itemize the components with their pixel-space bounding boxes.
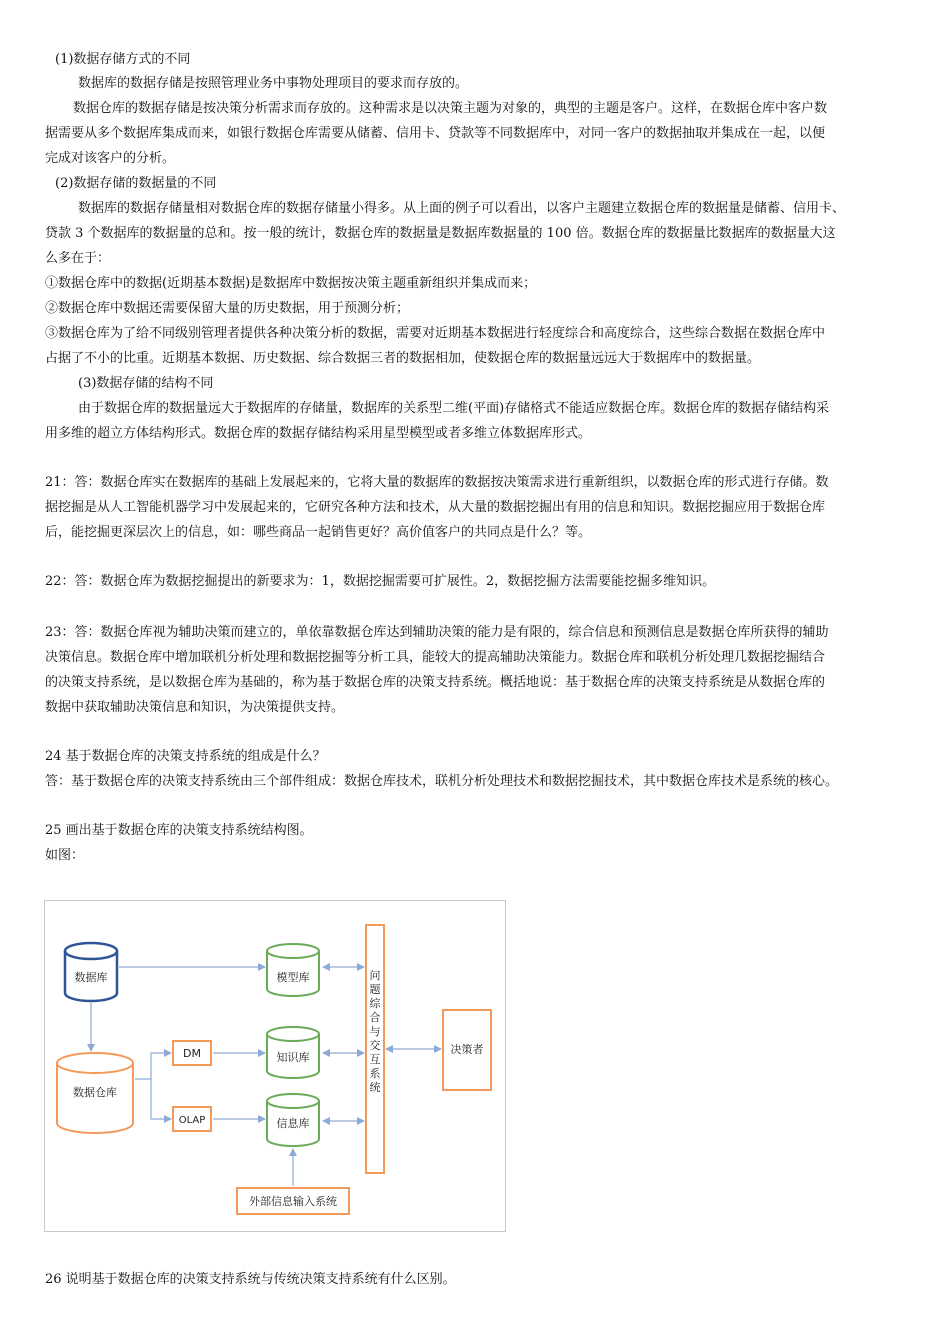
decision-maker-label: 决策者 xyxy=(450,1043,484,1056)
integration-char: 合 xyxy=(369,1011,381,1024)
answer-21: 21：答：数据仓库实在数据库的基础上发展起来的，它将大量的数据库的数据按决策需求进行重新组织，以数据仓库的形式进行存储。数 xyxy=(45,475,829,490)
paragraph-line: 的决策支持系统，是以数据仓库为基础的，称为基于数据仓库的决策支持系统。概括地说：基于数据仓库的决策支持系统是从数据仓库的 xyxy=(45,675,826,690)
list-item: ③数据仓库为了给不同级别管理者提供各种决策分析的数据，需要对近期基本数据进行轻度综合和高度综合，这些综合数据在数据仓库中 xyxy=(45,326,826,341)
database-label: 数据库 xyxy=(74,971,108,984)
info-lib-cylinder xyxy=(267,1094,319,1146)
paragraph-line: 据需要从多个数据库集成而来，如银行数据仓库需要从储蓄、信用卡、贷款等不同数据库中，对同一客户的数据抽取并集成在一起，以便 xyxy=(45,126,826,141)
answer-22: 22：答：数据仓库为数据挖掘提出的新要求为：1，数据挖掘需要可扩展性。2，数据挖掘方法需要能挖掘多维知识。 xyxy=(45,574,716,589)
warehouse-label: 数据仓库 xyxy=(73,1086,117,1099)
paragraph-line: 贷款 3 个数据库的数据量的总和。按一般的统计，数据仓库的数据量是数据库数据量的 100 倍。数据仓库的数据量比数据库的数据量大这 xyxy=(45,226,836,241)
dss-architecture-diagram xyxy=(44,900,506,1232)
paragraph-line: 后，能挖掘更深层次上的信息，如：哪些商品一起销售更好？高价值客户的共同点是什么？等。 xyxy=(45,525,592,540)
integration-char: 交 xyxy=(369,1039,381,1052)
integration-char: 互 xyxy=(369,1053,381,1066)
model-lib-cylinder xyxy=(267,944,319,996)
paragraph-line: 么多在于： xyxy=(45,251,111,266)
warehouse-cylinder xyxy=(57,1053,133,1133)
question-26: 26 说明基于数据仓库的决策支持系统与传统决策支持系统有什么区别。 xyxy=(45,1272,456,1287)
paragraph-line: 决策信息。数据仓库中增加联机分析处理和数据挖掘等分析工具，能较大的提高辅助决策能力。数据仓库和联机分析处理几数据挖掘结合 xyxy=(45,650,826,665)
external-input-label: 外部信息输入系统 xyxy=(249,1195,337,1208)
question-24: 24 基于数据仓库的决策支持系统的组成是什么？ xyxy=(45,749,326,764)
answer-23: 23：答：数据仓库视为辅助决策而建立的，单依靠数据仓库达到辅助决策的能力是有限的，综合信息和预测信息是数据仓库所获得的辅助 xyxy=(45,625,829,640)
paragraph-line: 数据仓库的数据存储是按决策分析需求而存放的。这种需求是以决策主题为对象的，典型的主题是客户。这样，在数据仓库中客户数 xyxy=(73,101,828,116)
integration-char: 综 xyxy=(369,997,381,1010)
database-cylinder xyxy=(65,943,117,1001)
section-heading: (1)数据存储方式的不同 xyxy=(55,52,191,67)
knowledge-lib-cylinder xyxy=(267,1027,319,1078)
olap-box xyxy=(173,1107,211,1131)
paragraph-line: 由于数据仓库的数据量远大于数据库的存储量，数据库的关系型二维(平面)存储格式不能适应数据仓库。数据仓库的数据存储结构采 xyxy=(78,401,830,416)
integration-char: 问 xyxy=(369,969,381,982)
paragraph-line: 用多维的超立方体结构形式。数据仓库的数据存储结构采用星型模型或者多维立体数据库形式。 xyxy=(45,426,592,441)
olap-label: OLAP xyxy=(178,1115,206,1126)
integration-char: 题 xyxy=(369,983,381,996)
connector-arrows xyxy=(91,967,441,1186)
integration-char: 系 xyxy=(369,1067,381,1080)
integration-char: 与 xyxy=(369,1025,381,1038)
dm-box xyxy=(173,1041,211,1065)
info-lib-label: 信息库 xyxy=(276,1117,310,1130)
integration-system-box xyxy=(366,925,384,1173)
section-heading: (2)数据存储的数据量的不同 xyxy=(55,176,217,191)
paragraph-line: 占据了不小的比重。近期基本数据、历史数据、综合数据三者的数据相加，使数据仓库的数据量远远大于数据库中的数据量。 xyxy=(45,351,761,366)
section-heading: (3)数据存储的结构不同 xyxy=(78,376,214,391)
list-item: ②数据仓库中数据还需要保留大量的历史数据，用于预测分析； xyxy=(45,301,410,316)
decision-maker-box xyxy=(443,1010,491,1090)
answer-25-intro: 如图： xyxy=(45,848,85,863)
paragraph-line: 数据库的数据存储量相对数据仓库的数据存储量小得多。从上面的例子可以看出，以客户主题建立数据仓库的数据量是储蓄、信用卡、 xyxy=(78,201,846,216)
integration-char: 统 xyxy=(369,1081,381,1094)
paragraph-line: 数据库的数据存储是按照管理业务中事物处理项目的要求而存放的。 xyxy=(78,76,469,91)
paragraph-line: 数据中获取辅助决策信息和知识，为决策提供支持。 xyxy=(45,700,345,715)
dm-label: DM xyxy=(183,1047,201,1060)
list-item: ①数据仓库中的数据(近期基本数据)是数据库中数据按决策主题重新组织并集成而来； xyxy=(45,276,537,291)
paragraph-line: 据挖掘是从人工智能机器学习中发展起来的，它研究各种方法和技术，从大量的数据挖掘出有用的信息和知识。数据挖掘应用于数据仓库 xyxy=(45,500,826,515)
model-lib-label: 模型库 xyxy=(276,971,310,984)
knowledge-lib-label: 知识库 xyxy=(276,1051,310,1064)
question-25: 25 画出基于数据仓库的决策支持系统结构图。 xyxy=(45,823,313,838)
external-input-box xyxy=(237,1188,349,1214)
answer-24: 答：基于数据仓库的决策支持系统由三个部件组成：数据仓库技术，联机分析处理技术和数据挖掘技术，其中数据仓库技术是系统的核心。 xyxy=(45,774,839,789)
paragraph-line: 完成对该客户的分析。 xyxy=(45,151,176,166)
